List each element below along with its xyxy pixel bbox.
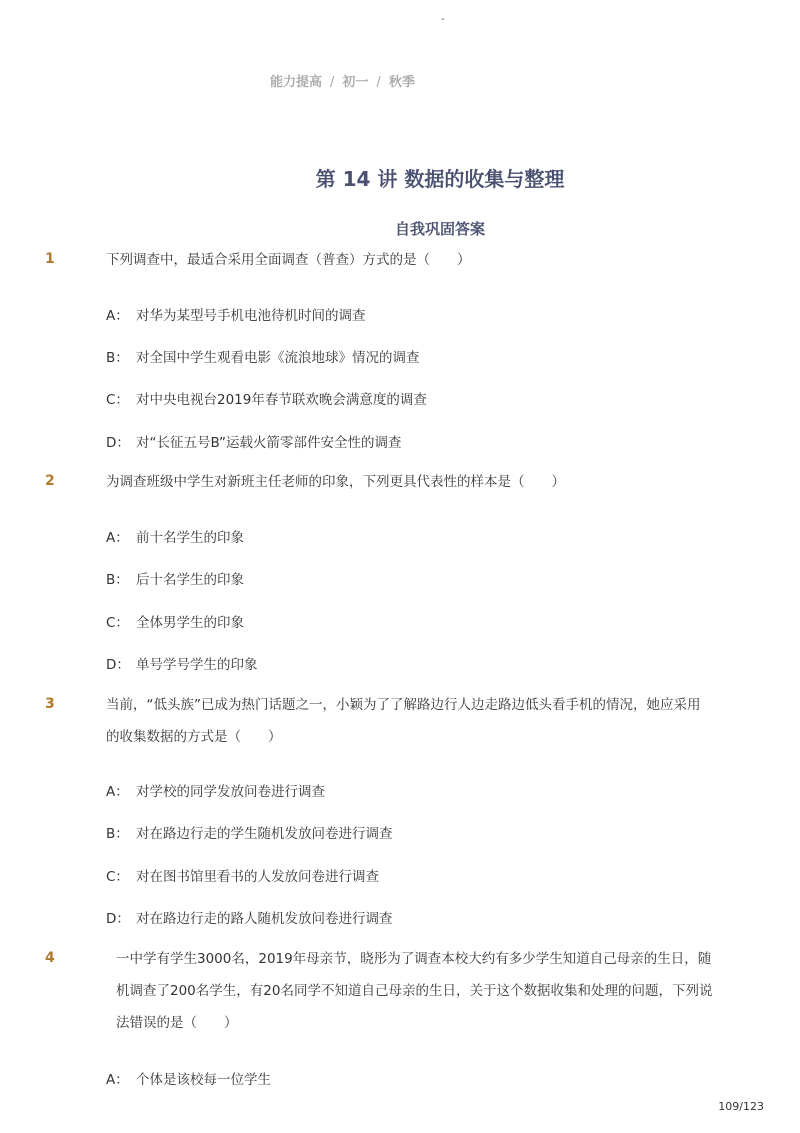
option-item: [106, 388, 427, 408]
option-text: 对在路边行走的学生随机发放问卷进行调查: [136, 826, 393, 842]
option-text: 对全国中学生观看电影《流浪地球》情况的调查: [136, 350, 420, 366]
header-mark: -: [441, 14, 445, 25]
option-key: A：: [106, 308, 129, 324]
breadcrumb-item: 初一: [342, 75, 369, 90]
page-subtitle: 自我巩固答案: [394, 220, 485, 238]
option-key: B：: [106, 350, 129, 366]
question-text: 为调查班级中学生对新班主任老师的印象，下列更具代表性的样本是（ ）: [106, 474, 565, 490]
option-key: C：: [106, 615, 129, 631]
option-text: 对学校的同学发放问卷进行调查: [136, 784, 325, 800]
option-key: D：: [106, 911, 130, 927]
option-item: [106, 653, 258, 673]
option-text: 对华为某型号手机电池待机时间的调查: [136, 308, 366, 324]
option-item: [106, 822, 393, 842]
option-key: A：: [106, 530, 129, 546]
option-text: 对在图书馆里看书的人发放问卷进行调查: [136, 869, 379, 885]
option-item: [106, 865, 379, 885]
option-item: [106, 304, 366, 324]
question-text: 当前，“低头族”已成为热门话题之一，小颖为了了解路边行人边走路边低头看手机的情况，她应采用的收集数据的方式是（ ）: [106, 697, 701, 745]
option-text: 对“长征五号B”运载火箭零部件安全性的调查: [136, 435, 402, 451]
option-key: D：: [106, 435, 130, 451]
question-text: 下列调查中，最适合采用全面调查（普查）方式的是（ ）: [106, 252, 471, 268]
option-text: 后十名学生的印象: [136, 572, 244, 588]
option-item: [106, 1068, 271, 1088]
breadcrumb-separator: /: [376, 75, 381, 90]
option-text: 对中央电视台2019年春节联欢晚会满意度的调查: [136, 392, 427, 408]
breadcrumb-item: 秋季: [388, 75, 415, 90]
option-key: A：: [106, 784, 129, 800]
option-key: B：: [106, 572, 129, 588]
question-number: 1: [45, 251, 55, 267]
page-title: 第 14 讲 数据的收集与整理: [315, 167, 565, 191]
option-text: 前十名学生的印象: [136, 530, 244, 546]
option-text: 对在路边行走的路人随机发放问卷进行调查: [136, 911, 393, 927]
breadcrumb-separator: /: [330, 75, 335, 90]
option-item: [106, 346, 420, 366]
option-item: [106, 431, 402, 451]
breadcrumb-item: 能力提高: [270, 75, 323, 90]
option-key: C：: [106, 869, 129, 885]
option-text: 单号学号学生的印象: [136, 657, 258, 673]
option-key: C：: [106, 392, 129, 408]
option-key: A：: [106, 1072, 129, 1088]
option-item: [106, 611, 244, 631]
option-text: 全体男学生的印象: [136, 615, 244, 631]
breadcrumb: [270, 71, 415, 90]
option-item: [106, 780, 325, 800]
question-number: 2: [45, 473, 55, 489]
option-item: [106, 907, 393, 927]
question-number: 4: [45, 950, 55, 966]
question-text: 一中学有学生3000名，2019年母亲节，晓彤为了调查本校大约有多少学生知道自己母亲的生日，随机调查了200名学生，有20名同学不知道自己母亲的生日，关于这个数据收集和处理的问题，下列说法错误的是（ ）: [116, 951, 713, 1031]
option-key: B：: [106, 826, 129, 842]
option-item: [106, 526, 244, 546]
question-number: 3: [45, 696, 55, 712]
option-key: D：: [106, 657, 130, 673]
page-number: 109/123: [718, 1100, 764, 1113]
option-text: 个体是该校每一位学生: [136, 1072, 271, 1088]
option-item: [106, 568, 244, 588]
